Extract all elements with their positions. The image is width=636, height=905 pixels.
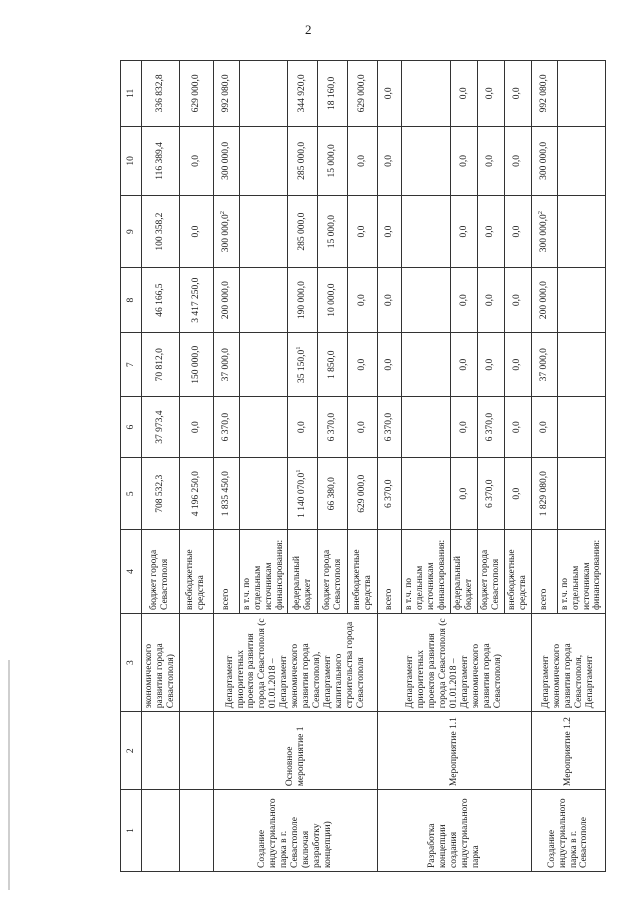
value-cell: 6 370,0 (378, 396, 402, 457)
value-cell: 37 973,4 (142, 396, 180, 457)
value-text: 300 000,0 (538, 214, 549, 253)
value-cell: 3 417 250,0 (179, 267, 213, 333)
value-cell: 6 370,0 (477, 458, 504, 530)
value-cell: 1 829 080,0 (531, 458, 557, 530)
value-cell: 0,0 (451, 333, 478, 396)
table-row (378, 61, 402, 872)
value-cell (239, 196, 288, 268)
value-cell: 6 370,0 (213, 396, 239, 457)
value-cell: 15 000,0 (318, 126, 348, 196)
value-cell (402, 196, 451, 268)
measure-cell (179, 712, 213, 790)
measure-cell: Мероприятие 1.1 (378, 712, 531, 790)
source-cell: бюджет города Севастополя (142, 530, 180, 614)
header-cell: 7 (121, 333, 142, 396)
value-cell: 0,0 (378, 61, 402, 127)
value-cell: 0,0 (451, 396, 478, 457)
value-cell: 200 000,0 (213, 267, 239, 333)
header-cell: 4 (121, 530, 142, 614)
value-cell: 10 000,0 (318, 267, 348, 333)
value-cell (557, 61, 606, 127)
footnote-mark: 1 (295, 346, 303, 350)
value-cell: 0,0 (348, 333, 378, 396)
value-cell (402, 126, 451, 196)
financing-table (120, 60, 606, 872)
value-cell (288, 333, 318, 396)
value-cell: 0,0 (348, 396, 378, 457)
value-cell: 0,0 (531, 396, 557, 457)
value-cell: 116 389,4 (142, 126, 180, 196)
value-cell (239, 333, 288, 396)
value-cell: 0,0 (477, 61, 504, 127)
footnote-mark: 2 (536, 210, 544, 215)
value-cell: 70 812,0 (142, 333, 180, 396)
value-cell: 629 000,0 (179, 61, 213, 127)
source-cell: в т.ч. по отдельным источникам финансирования: (557, 530, 606, 614)
measure-cell: Основное мероприятие 1 (213, 712, 378, 790)
scan-edge (8, 660, 10, 890)
value-cell (402, 267, 451, 333)
value-cell: 0,0 (451, 61, 478, 127)
value-cell (557, 396, 606, 457)
value-cell: 0,0 (477, 267, 504, 333)
value-cell (402, 333, 451, 396)
source-cell: бюджет города Севастополя (318, 530, 348, 614)
executor-cell: Департамент приоритетных проектов развития города Севастополя (с 01.01.2018 – Департамент экономического развития города Севастополя), Департамент капитального строительства города Севастополя (213, 613, 378, 711)
value-cell: 285 000,0 (288, 126, 318, 196)
value-cell: 100 358,2 (142, 196, 180, 268)
table-row (142, 61, 180, 872)
value-text: 300 000,0 (220, 214, 231, 253)
value-cell: 0,0 (504, 396, 531, 457)
rotated-table (120, 60, 603, 872)
value-cell: 300 000,0 (213, 126, 239, 196)
value-cell (557, 196, 606, 268)
value-cell: 285 000,0 (288, 196, 318, 268)
source-cell: в т.ч. по отдельным источникам финансирования: (402, 530, 451, 614)
value-cell: 336 832,8 (142, 61, 180, 127)
value-cell: 344 920,0 (288, 61, 318, 127)
value-cell: 15 000,0 (318, 196, 348, 268)
indicator-cell (179, 790, 213, 872)
value-cell: 992 080,0 (213, 61, 239, 127)
value-cell: 0,0 (378, 196, 402, 268)
value-cell: 0,0 (477, 126, 504, 196)
value-cell: 0,0 (451, 267, 478, 333)
header-cell: 11 (121, 61, 142, 127)
value-cell: 66 380,0 (318, 458, 348, 530)
indicator-cell: Разработка концепции создания индустриального парка (378, 790, 531, 872)
value-text: 35 150,0 (297, 349, 308, 383)
header-cell: 3 (121, 613, 142, 711)
value-cell: 1 850,0 (318, 333, 348, 396)
indicator-cell (142, 790, 180, 872)
value-cell: 1 835 450,0 (213, 458, 239, 530)
value-text: 1 140 070,0 (297, 472, 308, 518)
value-cell: 4 196 250,0 (179, 458, 213, 530)
header-cell: 10 (121, 126, 142, 196)
value-cell: 0,0 (504, 126, 531, 196)
value-cell: 18 160,0 (318, 61, 348, 127)
value-cell (557, 458, 606, 530)
value-cell: 0,0 (504, 267, 531, 333)
value-cell: 629 000,0 (348, 458, 378, 530)
executor-cell: Департамент приоритетных проектов развития города Севастополя (с 01.01.2018 – Департамент экономического развития города Севастополя) (378, 613, 531, 711)
value-cell (557, 126, 606, 196)
value-cell: 0,0 (504, 61, 531, 127)
source-cell: внебюджетные средства (504, 530, 531, 614)
value-cell (531, 196, 557, 268)
value-cell: 708 532,3 (142, 458, 180, 530)
value-cell: 0,0 (477, 196, 504, 268)
source-cell: в т.ч. по отдельным источникам финансирования: (239, 530, 288, 614)
value-cell: 0,0 (348, 126, 378, 196)
header-row (121, 61, 142, 872)
header-cell: 9 (121, 196, 142, 268)
value-cell (239, 126, 288, 196)
value-cell: 0,0 (179, 126, 213, 196)
value-cell (239, 61, 288, 127)
table-row (179, 61, 213, 872)
value-cell: 200 000,0 (531, 267, 557, 333)
value-cell (288, 458, 318, 530)
footnote-mark: 2 (218, 210, 226, 215)
header-cell: 2 (121, 712, 142, 790)
value-cell: 190 000,0 (288, 267, 318, 333)
value-cell: 992 080,0 (531, 61, 557, 127)
value-cell: 0,0 (179, 196, 213, 268)
value-cell (557, 333, 606, 396)
source-cell: внебюджетные средства (348, 530, 378, 614)
source-cell: внебюджетные средства (179, 530, 213, 614)
value-cell: 0,0 (451, 196, 478, 268)
source-cell: всего (531, 530, 557, 614)
value-cell (402, 396, 451, 457)
value-cell: 0,0 (451, 458, 478, 530)
value-cell: 300 000,0 (531, 126, 557, 196)
source-cell: всего (213, 530, 239, 614)
header-cell: 6 (121, 396, 142, 457)
header-cell: 1 (121, 790, 142, 872)
value-cell: 0,0 (378, 126, 402, 196)
value-cell: 0,0 (378, 267, 402, 333)
table-row (213, 61, 239, 872)
source-cell: федеральный бюджет (288, 530, 318, 614)
value-cell: 0,0 (348, 267, 378, 333)
executor-cell: экономического развития города Севастополя) (142, 613, 180, 711)
value-cell: 0,0 (504, 333, 531, 396)
value-cell: 6 370,0 (477, 396, 504, 457)
value-cell: 6 370,0 (318, 396, 348, 457)
value-cell (402, 61, 451, 127)
value-cell: 0,0 (504, 196, 531, 268)
measure-cell (142, 712, 180, 790)
header-cell: 8 (121, 267, 142, 333)
rotated-table-container (120, 60, 603, 872)
table-row (531, 61, 557, 872)
value-cell (557, 267, 606, 333)
value-cell: 0,0 (451, 126, 478, 196)
value-cell: 629 000,0 (348, 61, 378, 127)
value-cell: 46 166,5 (142, 267, 180, 333)
value-cell: 0,0 (378, 333, 402, 396)
footnote-mark: 1 (295, 469, 303, 473)
value-cell: 37 000,0 (531, 333, 557, 396)
value-cell (239, 458, 288, 530)
source-cell: бюджет города Севастополя (477, 530, 504, 614)
value-cell: 0,0 (504, 458, 531, 530)
value-cell: 6 370,0 (378, 458, 402, 530)
value-cell (239, 396, 288, 457)
source-cell: федеральный бюджет (451, 530, 478, 614)
value-cell (213, 196, 239, 268)
value-cell: 0,0 (477, 333, 504, 396)
indicator-cell: Создание индустриального парка в г. Севастополе (включая разработку концепции) (213, 790, 378, 872)
value-cell: 0,0 (348, 196, 378, 268)
header-cell: 5 (121, 458, 142, 530)
executor-cell: Департамент экономического развития города Севастополя, Департамент (531, 613, 606, 711)
value-cell (239, 267, 288, 333)
value-cell: 0,0 (288, 396, 318, 457)
measure-cell: Мероприятие 1.2 (531, 712, 606, 790)
executor-cell (179, 613, 213, 711)
value-cell: 0,0 (179, 396, 213, 457)
value-cell (402, 458, 451, 530)
indicator-cell: Создание индустриального парка в г. Севастополе (531, 790, 606, 872)
page-number: 2 (305, 22, 312, 37)
value-cell: 37 000,0 (213, 333, 239, 396)
source-cell: всего (378, 530, 402, 614)
value-cell: 150 000,0 (179, 333, 213, 396)
